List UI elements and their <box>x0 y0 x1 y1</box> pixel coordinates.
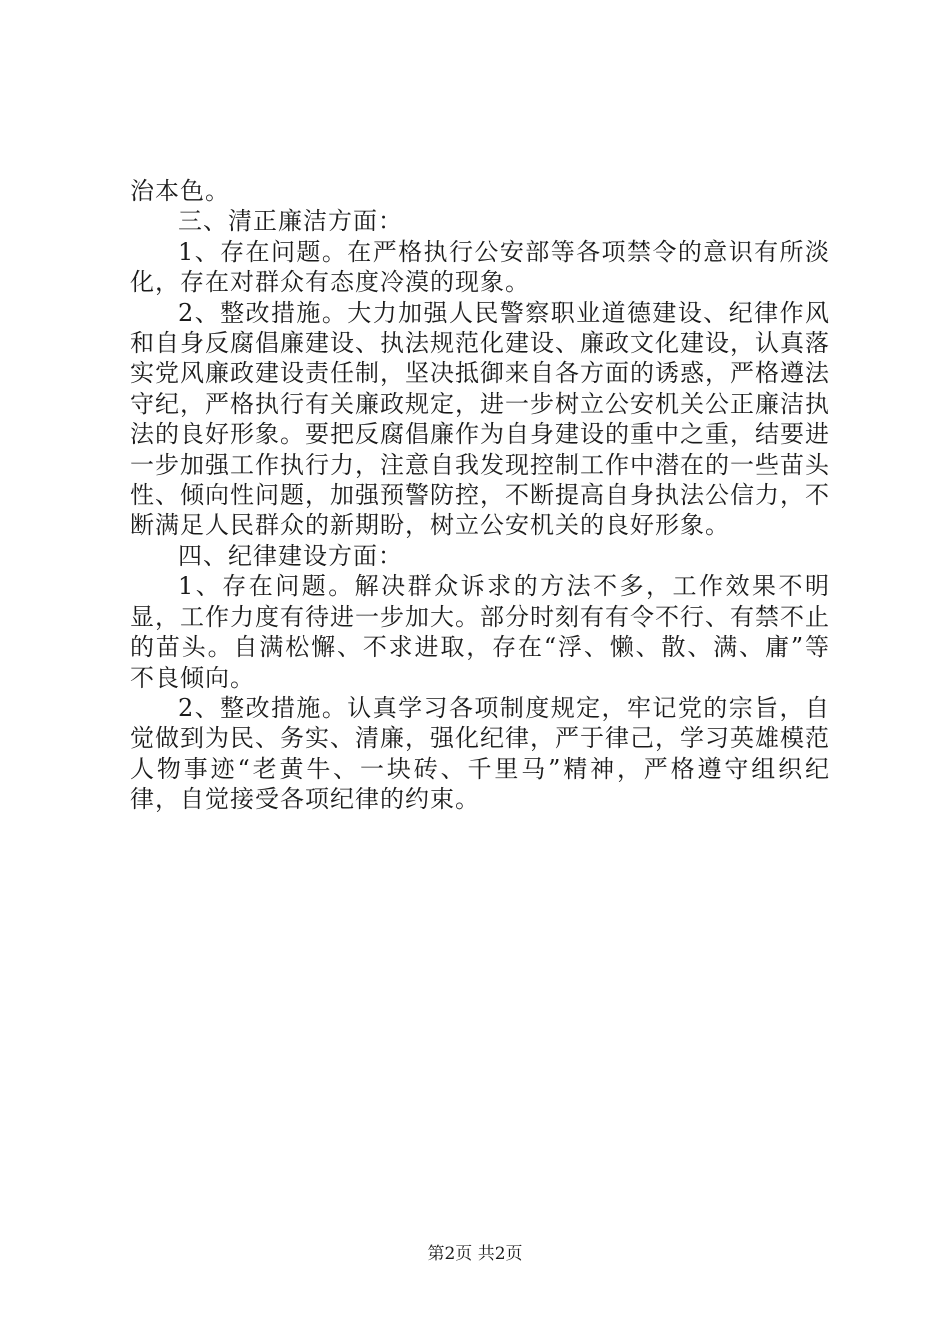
paragraph-integrity-measures: 2、整改措施。大力加强人民警察职业道德建设、纪律作风和自身反腐倡廉建设、执法规范化建设、廉政文化建设，认真落实党风廉政建设责任制，坚决抵御来自各方面的诱惑，严格遵法守纪，严格执行有关廉政规定，进一步树立公安机关公正廉洁执法的良好形象。要把反腐倡廉作为自身建设的重中之重，结要进一步加强工作执行力，注意自我发现控制工作中潜在的一些苗头性、倾向性问题，加强预警防控，不断提高自身执法公信力，不断满足人民群众的新期盼，树立公安机关的良好形象。 <box>130 298 830 540</box>
section-heading-discipline: 四、纪律建设方面： <box>178 541 403 570</box>
paragraph-discipline-problem: 1、存在问题。解决群众诉求的方法不多，工作效果不明显，工作力度有待进一步加大。部分时刻有有令不行、有禁不止的苗头。自满松懈、不求进取，存在“浮、懒、散、满、庸”等不良倾向。 <box>130 572 830 692</box>
paragraph-continuation: 治本色。 <box>130 177 230 205</box>
paragraph-integrity-problem: 1、存在问题。在严格执行公安部等各项禁令的意识有所淡化，存在对群众有态度冷漠的现象。 <box>130 237 830 297</box>
page-footer: 第2页 共2页 <box>427 1244 523 1264</box>
paragraph-discipline-measures: 2、整改措施。认真学习各项制度规定，牢记党的宗旨，自觉做到为民、务实、清廉，强化纪律，严于律己，学习英雄模范人物事迹“老黄牛、一块砖、千里马”精神，严格遵守组织纪律，自觉接受各项纪律的约束。 <box>130 693 830 814</box>
document-body <box>130 176 830 815</box>
section-heading-integrity: 三、清正廉洁方面： <box>178 207 403 236</box>
